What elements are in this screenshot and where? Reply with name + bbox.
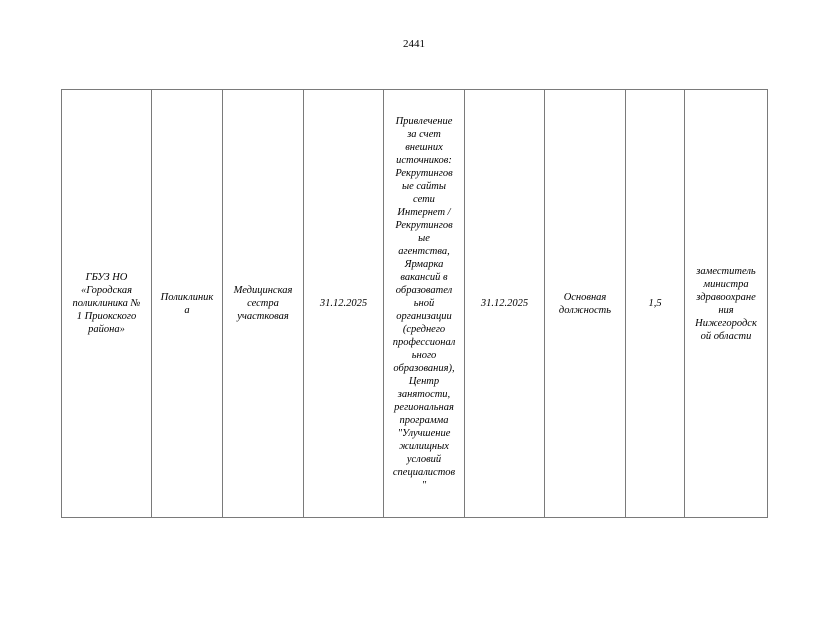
measures-text: Привлечение за счет внешних источников: Рекрутингов ые сайты сети Интернет / Рекрутингов ые агентства, Ярмарка вакансий в образовател ьной организации (среднего профессионал ьного образования), Центр занятости, региональная программа "Улучшение жилищных условий специалистов "	[392, 116, 456, 491]
date-text-1: 31.12.2025	[319, 298, 368, 309]
rate-text: 1,5	[648, 298, 662, 309]
date-text-2: 31.12.2025	[480, 298, 529, 309]
date-cell-1	[304, 90, 384, 518]
job-type-cell	[545, 90, 626, 518]
institution-text: ГБУЗ НО «Городская поликлиника № 1 Приокского района»	[72, 272, 141, 335]
responsible-text: заместитель министра здравоохране ния Нижегородск ой области	[695, 265, 757, 342]
staffing-table	[61, 89, 768, 518]
position-text: Медицинская сестра участковая	[233, 285, 293, 322]
measures-cell	[384, 90, 465, 518]
department-cell	[152, 90, 223, 518]
page-number: 2441	[403, 38, 425, 50]
department-text: Поликлиник а	[160, 291, 214, 316]
position-cell	[223, 90, 304, 518]
rate-cell	[626, 90, 685, 518]
date-cell-2	[465, 90, 545, 518]
institution-cell	[62, 90, 152, 518]
responsible-cell	[685, 90, 768, 518]
job-type-text: Основная должность	[558, 291, 612, 316]
table-row	[62, 90, 768, 518]
